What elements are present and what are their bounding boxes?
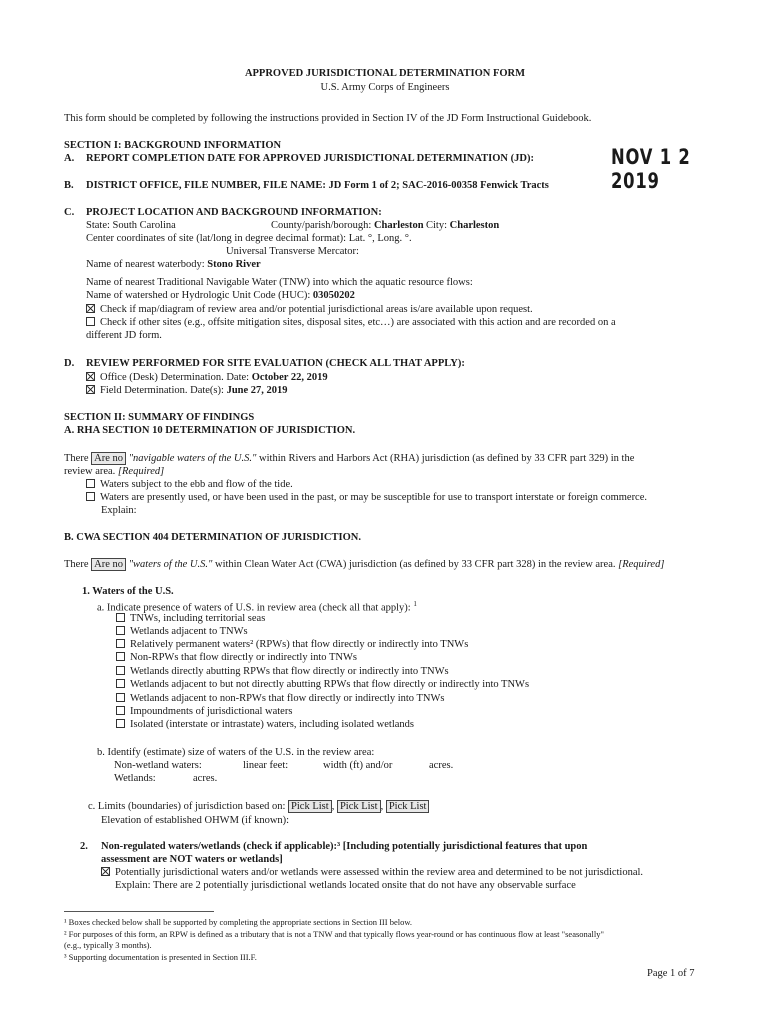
received-date-stamp: NOV 1 2 2019 xyxy=(611,145,691,193)
city-label: City: xyxy=(426,220,448,231)
other-sites-check-row xyxy=(86,316,616,329)
list-item: Impoundments of jurisdictional waters xyxy=(116,705,292,718)
checkbox[interactable] xyxy=(116,706,125,715)
field-checkbox[interactable] xyxy=(86,385,95,394)
rha-item-2 xyxy=(86,491,647,504)
section-2-heading: SECTION II: SUMMARY OF FINDINGS xyxy=(64,412,255,423)
item-c-heading: PROJECT LOCATION AND BACKGROUND INFORMATION: xyxy=(86,207,382,218)
list-item: Wetlands adjacent to TNWs xyxy=(116,625,248,638)
wetlands-acres-label: acres. xyxy=(193,773,218,784)
utm-line: Universal Transverse Mercator: xyxy=(226,246,359,257)
rha-item-2-label: Waters are presently used, or have been used in the past, or may be susceptible for use to transport interstate or foreign commerce. xyxy=(100,492,648,503)
section-1-heading: SECTION I: BACKGROUND INFORMATION xyxy=(64,140,282,151)
non-wetland-label: Non-wetland waters: xyxy=(114,760,202,771)
checkbox[interactable] xyxy=(116,639,125,648)
tidal-waters-checkbox[interactable] xyxy=(86,479,95,488)
pick-list-select-3[interactable]: Pick List xyxy=(386,800,430,813)
checkbox[interactable] xyxy=(116,626,125,635)
map-checkbox[interactable] xyxy=(86,304,95,313)
rha-statement xyxy=(64,452,634,465)
county-value: Charleston xyxy=(373,220,424,231)
rha-jurisdiction-select[interactable]: Are no xyxy=(91,452,126,465)
linear-feet-label: linear feet: xyxy=(243,760,289,771)
list-item: Wetlands directly abutting RPWs that flow directly or indirectly into TNWs xyxy=(116,665,449,678)
limits-line: c. Limits (boundaries) of jurisdiction based on: Pick List , Pick List , Pick List xyxy=(88,800,429,813)
state-row xyxy=(86,219,176,232)
rha-required: [Required] xyxy=(117,466,165,477)
checkbox[interactable] xyxy=(116,719,125,728)
field-label: Field Determination. Date(s): xyxy=(100,385,224,396)
other-sites-checkbox[interactable] xyxy=(86,317,95,326)
wetlands-label: Wetlands: xyxy=(114,773,156,784)
checkbox[interactable] xyxy=(116,652,125,661)
county-row xyxy=(271,219,424,232)
list-item: Isolated (interstate or intrastate) waters, including isolated wetlands xyxy=(116,718,414,731)
field-date: June 27, 2019 xyxy=(226,385,288,396)
footnote-2-cont: (e.g., typically 3 months). xyxy=(64,940,152,950)
item-a-label: A. xyxy=(64,153,75,164)
rha-heading: A. RHA SECTION 10 DETERMINATION OF JURISDICTION. xyxy=(64,425,356,436)
footnote-3: ³ Supporting documentation is presented in Section III.F. xyxy=(64,952,257,962)
list-item: Wetlands adjacent to non-RPWs that flow directly or indirectly into TNWs xyxy=(116,692,444,705)
form-instruction: This form should be completed by following the instructions provided in Section IV of the JD Form Instructional Guidebook. xyxy=(64,113,592,124)
rha-statement-cont xyxy=(64,465,164,478)
non-jurisdictional-explain: Explain: There are 2 potentially jurisdictional wetlands located onsite that do not have any observable surface xyxy=(115,880,576,891)
list-item: Non-RPWs that flow directly or indirectly into TNWs xyxy=(116,651,357,664)
identify-size-line: b. Identify (estimate) size of waters of the U.S. in the review area: xyxy=(97,747,375,758)
cwa-jurisdiction-select[interactable]: Are no xyxy=(91,558,126,571)
cwa-required: [Required] xyxy=(618,559,665,570)
tnw-line: Name of nearest Traditional Navigable Water (TNW) into which the aquatic resource flows: xyxy=(86,277,473,288)
city-row xyxy=(426,219,499,232)
list-item: Relatively permanent waters² (RPWs) that flow directly or indirectly into TNWs xyxy=(116,638,468,651)
other-sites-label-cont: different JD form. xyxy=(86,330,162,341)
acres-label: acres. xyxy=(429,760,454,771)
office-checkbox[interactable] xyxy=(86,372,95,381)
huc-value: 03050202 xyxy=(312,290,355,301)
non-jurisdictional-check-row xyxy=(101,866,643,879)
waterbody-row xyxy=(86,258,261,271)
item-b-label: B. xyxy=(64,180,74,191)
footnote-1: ¹ Boxes checked below shall be supported by completing the appropriate sections in Section III below. xyxy=(64,917,413,927)
county-label: County/parish/borough: xyxy=(271,220,372,231)
footnote-2: ² For purposes of this form, an RPW is defined as a tributary that is not a TNW and that typically flows year-round or has continuous flow at least "seasonally" xyxy=(64,929,604,939)
waters-of-us-heading: 1. Waters of the U.S. xyxy=(82,586,174,597)
state-value: South Carolina xyxy=(112,220,176,231)
checkbox[interactable] xyxy=(116,693,125,702)
pick-list-select-1[interactable]: Pick List xyxy=(288,800,332,813)
office-determination-row xyxy=(86,371,328,384)
item-d-heading: REVIEW PERFORMED FOR SITE EVALUATION (CHECK ALL THAT APPLY): xyxy=(86,358,465,369)
page-number: Page 1 of 7 xyxy=(647,968,695,979)
non-regulated-heading-cont: assessment are NOT waters or wetlands] xyxy=(101,854,283,865)
field-determination-row xyxy=(86,384,288,397)
limits-text: c. Limits (boundaries) of jurisdiction based on: xyxy=(88,801,286,812)
rha-rest: within Rivers and Harbors Act (RHA) jurisdiction (as defined by 33 CFR part 329) in the xyxy=(259,453,635,464)
indicate-presence-text: a. Indicate presence of waters of U.S. in review area (check all that apply): xyxy=(97,602,411,614)
waterbody-value: Stono River xyxy=(207,259,261,270)
huc-label: Name of watershed or Hydrologic Unit Code (HUC): xyxy=(86,290,311,301)
waterbody-label: Name of nearest waterbody: xyxy=(86,259,205,270)
footnote-ref-1: 1 xyxy=(413,600,417,608)
state-label: State: xyxy=(86,220,110,231)
map-check-row xyxy=(86,303,533,316)
form-title: APPROVED JURISDICTIONAL DETERMINATION FORM xyxy=(244,68,526,79)
checkbox[interactable] xyxy=(116,666,125,675)
office-date: October 22, 2019 xyxy=(251,372,328,383)
item-2-label: 2. xyxy=(80,841,88,852)
rha-there: There xyxy=(64,453,89,464)
form-subtitle: U.S. Army Corps of Engineers xyxy=(320,82,450,93)
cwa-heading: B. CWA SECTION 404 DETERMINATION OF JURISDICTION. xyxy=(64,532,361,543)
rha-rest-2: review area. xyxy=(64,466,116,477)
checkbox[interactable] xyxy=(116,613,125,622)
coordinates-line: Center coordinates of site (lat/long in degree decimal format): Lat. °, Long. °. xyxy=(86,233,412,244)
item-c-label: C. xyxy=(64,207,75,218)
list-item: Wetlands adjacent to but not directly abutting RPWs that flow directly or indirectly into TNWs xyxy=(116,678,529,691)
footnote-divider xyxy=(64,911,214,912)
cwa-statement xyxy=(64,558,664,571)
list-item: TNWs, including territorial seas xyxy=(116,612,265,625)
pick-list-select-2[interactable]: Pick List xyxy=(337,800,381,813)
other-sites-label: Check if other sites (e.g., offsite mitigation sites, disposal sites, etc…) are associated with this action and are recorded on a xyxy=(100,317,616,328)
item-b-text: DISTRICT OFFICE, FILE NUMBER, FILE NAME: JD Form 1 of 2; SAC-2016-00358 Fenwick Tracts xyxy=(86,180,549,191)
rha-item-1-label: Waters subject to the ebb and flow of the tide. xyxy=(100,479,293,490)
commerce-waters-checkbox[interactable] xyxy=(86,492,95,501)
non-jurisdictional-label: Potentially jurisdictional waters and/or wetlands were assessed within the review area and determined to be not jurisdictional. xyxy=(115,867,644,878)
rha-explain: Explain: xyxy=(101,505,137,516)
cwa-there: There xyxy=(64,559,89,570)
non-jurisdictional-checkbox[interactable] xyxy=(101,867,110,876)
item-a-text: REPORT COMPLETION DATE FOR APPROVED JURISDICTIONAL DETERMINATION (JD): xyxy=(86,153,534,164)
checkbox[interactable] xyxy=(116,679,125,688)
map-check-label: Check if map/diagram of review area and/or potential jurisdictional areas is/are available upon request. xyxy=(100,304,533,315)
rha-item-1 xyxy=(86,478,293,491)
rha-quote: "navigable waters of the U.S." xyxy=(128,453,257,464)
city-value: Charleston xyxy=(449,220,500,231)
cwa-quote: "waters of the U.S." xyxy=(128,559,213,570)
width-label: width (ft) and/or xyxy=(323,760,393,771)
ohwm-line: Elevation of established OHWM (if known): xyxy=(101,815,290,826)
item-d-label: D. xyxy=(64,358,75,369)
non-regulated-heading: Non-regulated waters/wetlands (check if applicable):³ [Including potentially jurisdictional features that upon xyxy=(101,841,588,852)
huc-row xyxy=(86,289,355,302)
cwa-rest: within Clean Water Act (CWA) jurisdiction (as defined by 33 CFR part 328) in the review area. xyxy=(215,559,616,570)
office-label: Office (Desk) Determination. Date: xyxy=(100,372,250,383)
